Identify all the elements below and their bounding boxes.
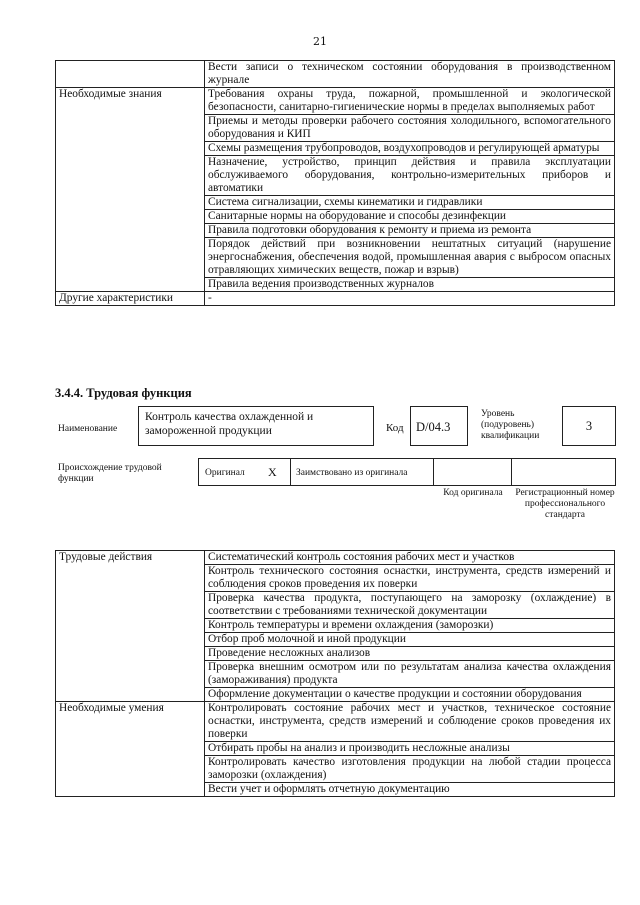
level-value: 3 [585,419,593,433]
level-label: Уровень (подуровень) квалификации [481,409,540,441]
table-cell: Санитарные нормы на оборудование и способы дезинфекции [205,210,615,224]
original-mark: X [268,465,277,479]
table-row [56,702,615,742]
page-number: 21 [313,35,327,48]
row-label-actions: Трудовые действия [56,551,205,702]
code-caption: Код оригинала [443,488,503,498]
table-row [56,551,615,565]
table-cell: Контроль температуры и времени охлаждения (заморозки) [205,619,615,633]
table-cell: Отбирать пробы на анализ и производить несложные анализы [205,742,615,756]
level-box [562,406,616,446]
table-cell: Проведение несложных анализов [205,647,615,661]
name-value: Контроль качества охлажденной и замороженной продукции [145,411,314,437]
table-cell: Порядок действий при возникновении нештатных ситуаций (нарушение энергоснабжения, обеспечения водой, промышленная авария с выбросом опасных отравляющих химических веществ, пожар и взрыв) [205,238,615,278]
section-title: 3.4.4. Трудовая функция [55,386,192,400]
table-cell: Правила подготовки оборудования к ремонту и приема из ремонта [205,224,615,238]
row-label [56,61,205,88]
table-row [56,61,615,88]
code-label: Код [386,422,404,434]
origin-divider [433,458,434,486]
name-box [138,406,374,446]
table-cell: Правила ведения производственных журналов [205,278,615,292]
code-value: D/04.3 [416,420,451,434]
table-cell: Оформление документации о качестве продукции и состоянии оборудования [205,688,615,702]
origin-label: Происхождение трудовой функции [58,463,162,484]
table-row [56,292,615,306]
knowledge-table [55,60,615,306]
origin-divider [511,458,512,486]
table-row [56,88,615,115]
code-box [410,406,468,446]
regnum-caption: Регистрационный номер профессионального стандарта [515,488,615,520]
row-label-knowledge: Необходимые знания [56,88,205,292]
borrowed-label: Заимствовано из оригинала [296,468,408,478]
table-cell: Проверка внешним осмотром или по результатам анализа качества охлаждения (замораживания) продукта [205,661,615,688]
row-label-other: Другие характеристики [56,292,205,306]
labor-actions-table [55,550,615,797]
table-cell: Система сигнализации, схемы кинематики и гидравлики [205,196,615,210]
original-label: Оригинал [205,468,245,478]
table-cell: Приемы и методы проверки рабочего состояния холодильного, вспомогательного оборудования и КИП [205,115,615,142]
table-cell: Проверка качества продукта, поступающего на заморозку (охлаждение) в соответствии с требованиями технической документации [205,592,615,619]
name-label: Наименование [58,424,118,434]
table-cell: Вести учет и оформлять отчетную документацию [205,783,615,797]
table-cell: Контроль технического состояния оснастки, инструмента, средств измерений и соблюдения сроков проведения их поверки [205,565,615,592]
table-cell: Контролировать состояние рабочих мест и участков, техническое состояние оснастки, инструмента, средств измерений и соблюдение сроков проведения их поверки [205,702,615,742]
table-cell: Схемы размещения трубопроводов, воздухопроводов и регулирующей арматуры [205,142,615,156]
table-cell: Отбор проб молочной и иной продукции [205,633,615,647]
table-cell: Систематический контроль состояния рабочих мест и участков [205,551,615,565]
table-cell: Назначение, устройство, принцип действия и правила эксплуатации обслуживаемого оборудования, контрольно-измерительных приборов и автоматики [205,156,615,196]
origin-divider [290,458,291,486]
table-cell: Контролировать качество изготовления продукции на любой стадии процесса заморозки (охлаждения) [205,756,615,783]
table-cell: - [205,292,615,306]
row-label-skills: Необходимые умения [56,702,205,797]
table-cell: Требования охраны труда, пожарной, промышленной и экологической безопасности, санитарно-гигиенические нормы в пределах выполняемых работ [205,88,615,115]
table-cell: Вести записи о техническом состоянии оборудования в производственном журнале [205,61,615,88]
